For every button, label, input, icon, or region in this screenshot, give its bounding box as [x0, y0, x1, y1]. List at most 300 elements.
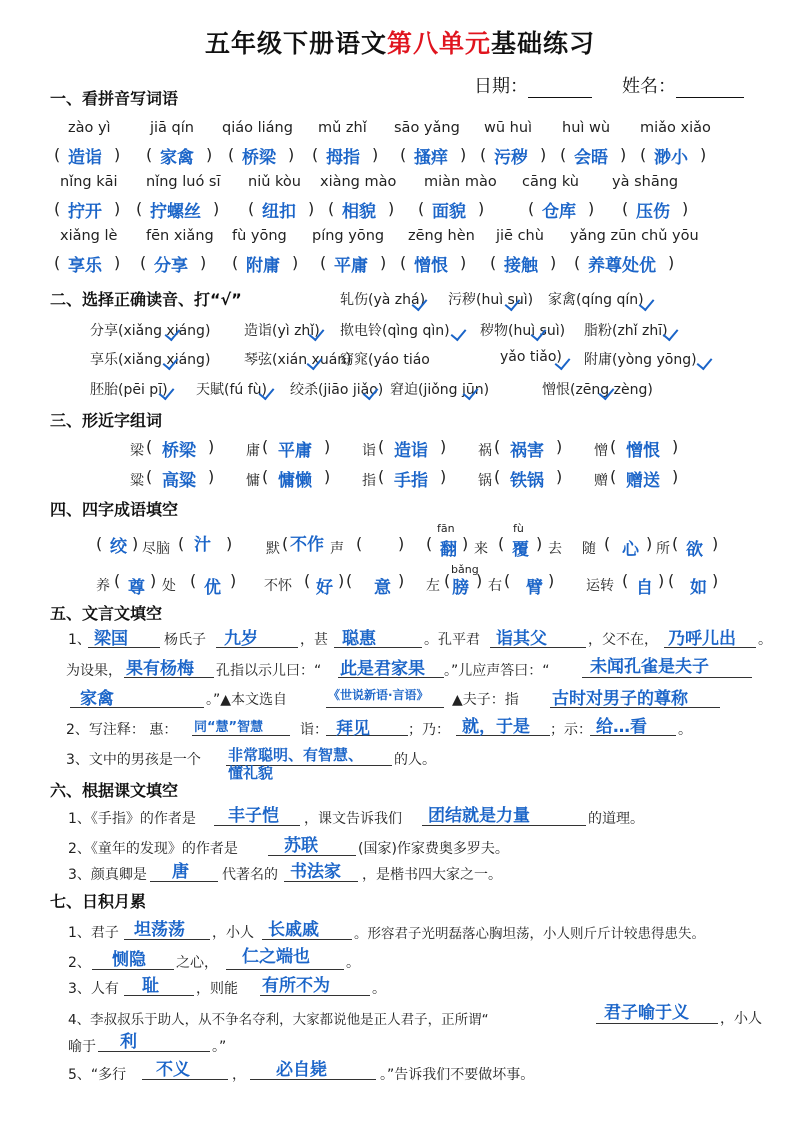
- text: ，甚: [300, 632, 328, 648]
- answer: 诣其父: [496, 629, 547, 649]
- text: 1、: [68, 632, 91, 648]
- text: 。: [346, 955, 360, 971]
- text: 3、文中的男孩是一个: [66, 752, 201, 768]
- paren: (: [672, 534, 679, 553]
- paren: (: [146, 145, 153, 164]
- answer: 仁之端也: [242, 947, 310, 967]
- text: 去: [548, 541, 562, 557]
- answer: 赠送: [626, 471, 660, 491]
- paren: (: [96, 534, 103, 553]
- similar-char: 诣: [362, 443, 376, 459]
- blank-underline: [98, 1050, 210, 1052]
- paren: (: [356, 534, 363, 553]
- pinyin: cāng kù: [522, 174, 580, 190]
- blank-underline: [326, 706, 444, 708]
- pinyin-fan: fān: [437, 522, 455, 535]
- paren: (: [498, 534, 505, 553]
- text: 运转: [586, 578, 614, 594]
- text: ；乃：: [408, 722, 450, 738]
- section-2-heading: 二、选择正确读音、打“√”: [50, 290, 242, 309]
- paren: ): [372, 145, 379, 164]
- section-1-heading: 一、看拼音写词语: [50, 89, 179, 108]
- text: 之心，: [176, 955, 218, 971]
- answer: 憎恨: [414, 256, 448, 276]
- paren: ): [548, 571, 555, 590]
- paren: (: [312, 145, 319, 164]
- answer: 欲: [686, 540, 703, 560]
- pinyin: fēn xiǎng: [146, 228, 214, 244]
- answer: 面貌: [432, 202, 466, 222]
- name-field: [622, 72, 744, 98]
- pinyin: xiàng mào: [320, 174, 397, 190]
- answer: 接触: [504, 256, 538, 276]
- answer: 平庸: [278, 441, 312, 461]
- text: 2、写注释： 惠：: [66, 722, 178, 738]
- text: 左: [426, 578, 440, 594]
- pinyin: xiǎng lè: [60, 228, 118, 244]
- answer: 覆: [512, 540, 529, 560]
- similar-char: 指: [362, 473, 376, 489]
- text: 3、颜真卿是: [68, 867, 147, 883]
- text: 五年级下册语文: [204, 29, 387, 58]
- answer: 如: [690, 578, 707, 598]
- paren: (: [494, 437, 501, 456]
- paren: (: [444, 571, 451, 590]
- paren: (: [54, 253, 61, 272]
- paren: ): [540, 145, 547, 164]
- text: 右: [488, 578, 502, 594]
- text: ，父不在，: [588, 632, 658, 648]
- reading-option: 秽物(huì suì): [480, 323, 566, 339]
- paren: ): [380, 253, 387, 272]
- paren: (: [560, 145, 567, 164]
- answer: 会晤: [574, 148, 608, 168]
- pinyin: fù yōng: [232, 228, 287, 244]
- answer: 利: [120, 1032, 137, 1052]
- answer: 高粱: [162, 471, 196, 491]
- paren: (: [426, 534, 433, 553]
- pinyin: jiē chù: [496, 228, 544, 244]
- reading-option: 憎恨(zēng zèng): [542, 382, 653, 398]
- paren: ): [288, 145, 295, 164]
- answer: 书法家: [290, 862, 341, 882]
- similar-char: 庸: [246, 443, 260, 459]
- paren: (: [54, 145, 61, 164]
- answer: 膀: [452, 578, 469, 598]
- paren: (: [622, 571, 629, 590]
- answer: 分享: [154, 256, 188, 276]
- answer: 非常聪明、有智慧、: [228, 746, 364, 764]
- answer: 坦荡荡: [134, 920, 185, 940]
- paren: (: [190, 571, 197, 590]
- paren: ): [700, 145, 707, 164]
- answer: 相貌: [342, 202, 376, 222]
- text: 。: [678, 722, 692, 738]
- pinyin: zēng hèn: [408, 228, 475, 244]
- pinyin: huì wù: [562, 120, 611, 136]
- paren: ): [200, 253, 207, 272]
- answer: 未闻孔雀是夫子: [590, 657, 709, 677]
- paren: (: [346, 571, 353, 590]
- blank-underline: [226, 968, 344, 970]
- paren: (: [490, 253, 497, 272]
- answer: 心: [622, 540, 639, 560]
- paren: (: [378, 467, 385, 486]
- pinyin: nǐng luó sī: [146, 174, 221, 190]
- text: ，是楷书四大家之一。: [362, 867, 502, 883]
- reading-option: 脂粉(zhǐ zhī): [584, 323, 668, 339]
- text: 处: [162, 578, 176, 594]
- paren: (: [136, 199, 143, 218]
- reading-option: 附庸(yòng yōng): [584, 352, 697, 368]
- paren: (: [610, 467, 617, 486]
- reading-option: 窈窕(yáo tiáo: [340, 352, 430, 368]
- answer: 纽扣: [262, 202, 296, 222]
- reading-option: 污秽(huì suì): [448, 292, 534, 308]
- paren: ): [398, 571, 405, 590]
- pinyin: zào yì: [68, 120, 111, 136]
- answer: 平庸: [334, 256, 368, 276]
- paren: ): [712, 534, 719, 553]
- text: 来: [474, 541, 488, 557]
- paren: ): [324, 437, 331, 456]
- paren: ): [440, 467, 447, 486]
- text: 姓名：: [622, 76, 676, 97]
- text: 5、“多行: [68, 1067, 127, 1083]
- check-mark-icon: [451, 325, 467, 342]
- check-mark-icon: [697, 354, 713, 371]
- pinyin: sāo yǎng: [394, 120, 460, 136]
- answer: 此是君家果: [340, 659, 425, 679]
- answer: 君子喻于义: [604, 1003, 689, 1023]
- answer: 造诣: [394, 441, 428, 461]
- section-3-heading: 三、形近字组词: [50, 411, 163, 430]
- paren: (: [604, 534, 611, 553]
- pinyin: miàn mào: [424, 174, 497, 190]
- paren: (: [114, 571, 121, 590]
- text: 为设果，: [66, 663, 122, 679]
- text: 孔指以示儿曰：“: [216, 663, 322, 679]
- paren: ): [398, 534, 405, 553]
- paren: ): [150, 571, 157, 590]
- text: 。”▲本文选自: [206, 692, 288, 708]
- paren: ): [672, 467, 679, 486]
- answer: 手指: [394, 471, 428, 491]
- pinyin: mǔ zhǐ: [318, 120, 367, 136]
- answer: 憎恨: [626, 441, 660, 461]
- answer: 长戚戚: [268, 920, 319, 940]
- similar-char: 祸: [478, 443, 492, 459]
- answer: 同“慧”智慧: [194, 720, 264, 735]
- paren: ): [588, 199, 595, 218]
- answer: 古时对男子的尊称: [552, 689, 688, 709]
- answer: 铁锅: [510, 471, 544, 491]
- answer: 梁国: [94, 629, 128, 649]
- paren: (: [400, 145, 407, 164]
- text: ，: [232, 1067, 246, 1083]
- section-4-heading: 四、四字成语填空: [50, 500, 179, 519]
- answer: 拧开: [68, 202, 102, 222]
- answer: 恻隐: [112, 950, 146, 970]
- text: 的人。: [394, 752, 436, 768]
- reading-option: 分享(xiǎng xiáng): [90, 323, 211, 339]
- paren: ): [550, 253, 557, 272]
- text: 。”告诉我们不要做坏事。: [380, 1067, 535, 1083]
- paren: ): [208, 437, 215, 456]
- pinyin: nǐng kāi: [60, 174, 118, 190]
- answer: 慵懒: [278, 471, 312, 491]
- answer: 好: [316, 578, 333, 598]
- answer: 唐: [172, 862, 189, 882]
- paren: (: [262, 467, 269, 486]
- paren: (: [574, 253, 581, 272]
- section-5-heading: 五、文言文填空: [50, 604, 163, 623]
- text: 诣：: [300, 722, 328, 738]
- similar-char: 慵: [246, 473, 260, 489]
- text: 第八单元: [386, 29, 491, 58]
- reading-option: 绞杀(jiāo jiǎo): [290, 382, 384, 398]
- answer: 拇指: [326, 148, 360, 168]
- text: 杨氏子: [164, 632, 206, 648]
- answer: 果有杨梅: [126, 659, 194, 679]
- answer: 家禽: [160, 148, 194, 168]
- similar-char: 赠: [594, 473, 608, 489]
- paren: (: [282, 534, 289, 553]
- answer: 丰子恺: [228, 806, 279, 826]
- paren: ): [536, 534, 543, 553]
- paren: ): [114, 199, 121, 218]
- answer: 苏联: [284, 836, 318, 856]
- paren: (: [504, 571, 511, 590]
- pinyin: jiā qín: [150, 120, 194, 136]
- paren: (: [378, 437, 385, 456]
- pinyin: yǎng zūn chǔ yōu: [570, 228, 699, 244]
- page-title: [0, 24, 800, 60]
- text: 喻于: [68, 1039, 96, 1055]
- paren: ): [556, 467, 563, 486]
- pinyin: yà shāng: [612, 174, 679, 190]
- answer: 汁: [194, 535, 211, 555]
- text: 默: [266, 541, 280, 557]
- answer: 给…看: [596, 717, 647, 737]
- paren: (: [140, 253, 147, 272]
- text: 4、李叔叔乐于助人，从不争名夺利，大家都说他是正人君子，正所谓“: [68, 1012, 489, 1028]
- text: 。孔平君: [424, 632, 480, 648]
- answer: 污秽: [494, 148, 528, 168]
- paren: (: [232, 253, 239, 272]
- answer: 桥梁: [242, 148, 276, 168]
- answer: 附庸: [246, 256, 280, 276]
- paren: (: [528, 199, 535, 218]
- paren: ): [440, 437, 447, 456]
- paren: ): [213, 199, 220, 218]
- text: 。”儿应声答曰：“: [444, 663, 550, 679]
- paren: ): [308, 199, 315, 218]
- answer: 意: [374, 578, 391, 598]
- answer: 绞: [110, 537, 127, 557]
- answer: 团结就是力量: [428, 806, 530, 826]
- paren: ): [230, 571, 237, 590]
- paren: ): [226, 534, 233, 553]
- reading-option: 家禽(qíng qín): [548, 292, 644, 308]
- text: 。”: [212, 1039, 227, 1055]
- paren: ): [712, 571, 719, 590]
- text: (国家)作家费奥多罗夫。: [358, 841, 509, 857]
- paren: (: [494, 467, 501, 486]
- paren: ): [114, 253, 121, 272]
- paren: (: [262, 437, 269, 456]
- text: 代著名的: [222, 867, 278, 883]
- paren: (: [668, 571, 675, 590]
- section-6-heading: 六、根据课文填空: [50, 781, 179, 800]
- reading-option: 揿电铃(qìng qìn): [340, 323, 450, 339]
- answer: 就，于是: [462, 717, 530, 737]
- paren: (: [248, 199, 255, 218]
- answer: 压伤: [636, 202, 670, 222]
- answer: 桥梁: [162, 441, 196, 461]
- text: 。: [372, 981, 386, 997]
- similar-char: 憎: [594, 443, 608, 459]
- paren: ): [462, 534, 469, 553]
- text: ，小人: [720, 1011, 762, 1027]
- text: 的道理。: [588, 811, 644, 827]
- reading-option: yǎo tiǎo): [500, 349, 562, 365]
- answer: 自: [636, 578, 653, 598]
- text: 。: [758, 632, 772, 648]
- paren: (: [622, 199, 629, 218]
- text: 1、君子: [68, 925, 119, 941]
- paren: ): [292, 253, 299, 272]
- paren: (: [178, 534, 185, 553]
- paren: (: [480, 145, 487, 164]
- pinyin: píng yōng: [312, 228, 385, 244]
- answer: 《世说新语·言语》: [328, 688, 429, 702]
- pinyin: qiáo liáng: [222, 120, 293, 136]
- answer: 渺小: [654, 148, 688, 168]
- paren: ): [338, 571, 345, 590]
- paren: ): [206, 145, 213, 164]
- paren: ): [114, 145, 121, 164]
- paren: (: [400, 253, 407, 272]
- paren: ): [672, 437, 679, 456]
- answer: 享乐: [68, 256, 102, 276]
- answer: 家禽: [80, 689, 114, 709]
- answer: 翻: [440, 540, 457, 560]
- answer: 不作: [290, 535, 324, 555]
- text: 2、《童年的发现》的作者是: [68, 841, 238, 857]
- text: 尽脑: [142, 541, 170, 557]
- paren: ): [132, 534, 139, 553]
- paren: ): [476, 571, 483, 590]
- paren: (: [328, 199, 335, 218]
- text: ，小人: [212, 925, 254, 941]
- pinyin: wū huì: [484, 120, 533, 136]
- paren: (: [146, 437, 153, 456]
- paren: ): [658, 571, 665, 590]
- paren: ): [556, 437, 563, 456]
- text: 。形容君子光明磊落心胸坦荡，小人则斤斤计较患得患失。: [354, 926, 705, 942]
- answer: 搔痒: [414, 148, 448, 168]
- text: ，则能: [196, 981, 238, 997]
- answer: 拧螺丝: [150, 202, 201, 222]
- paren: ): [324, 467, 331, 486]
- text: 声: [330, 541, 344, 557]
- pinyin-bang: bǎng: [451, 563, 479, 576]
- reading-option: 造诣(yì zhǐ): [244, 323, 320, 339]
- blank-underline: [124, 994, 194, 996]
- section-7-heading: 七、日积月累: [50, 892, 147, 911]
- reading-option: 窘迫(jiǒng jūn): [390, 382, 490, 398]
- answer: 乃呼儿出: [668, 629, 736, 649]
- paren: ): [208, 467, 215, 486]
- paren: (: [610, 437, 617, 456]
- paren: (: [54, 199, 61, 218]
- text: 日期：: [474, 76, 528, 97]
- pinyin: miǎo xiǎo: [640, 120, 711, 136]
- paren: ): [682, 199, 689, 218]
- paren: ): [388, 199, 395, 218]
- reading-option: 琴弦(xián xuán): [244, 352, 352, 368]
- text: ▲夫子：指: [452, 692, 519, 708]
- paren: ): [460, 145, 467, 164]
- similar-char: 粱: [130, 473, 144, 489]
- reading-option: 轧伤(yà zhá): [340, 292, 426, 308]
- answer: 九岁: [224, 629, 258, 649]
- similar-char: 锅: [478, 473, 492, 489]
- paren: ): [646, 534, 653, 553]
- answer: 聪惠: [342, 629, 376, 649]
- paren: (: [228, 145, 235, 164]
- paren: ): [460, 253, 467, 272]
- text: 不怀: [264, 578, 292, 594]
- paren: (: [418, 199, 425, 218]
- answer: 尊: [128, 578, 145, 598]
- reading-option: 天賦(fú fù): [196, 382, 267, 398]
- text: ，课文告诉我们: [304, 811, 402, 827]
- paren: (: [320, 253, 327, 272]
- paren: (: [146, 467, 153, 486]
- text: 养: [96, 578, 110, 594]
- text: 基础练习: [491, 29, 596, 58]
- answer: 优: [204, 578, 221, 598]
- paren: ): [620, 145, 627, 164]
- text: 随: [582, 541, 596, 557]
- date-field: [474, 72, 592, 98]
- text: 2、: [68, 955, 91, 971]
- paren: ): [668, 253, 675, 272]
- answer: 仓库: [542, 202, 576, 222]
- text: ；示：: [550, 722, 592, 738]
- similar-char: 梁: [130, 443, 144, 459]
- answer: 有所不为: [262, 976, 330, 996]
- reading-option: 胚胎(pēi pī): [90, 382, 168, 398]
- paren: ): [478, 199, 485, 218]
- paren: (: [304, 571, 311, 590]
- answer: 懂礼貌: [228, 764, 274, 782]
- pinyin: niǔ kòu: [248, 174, 301, 190]
- answer: 养尊处优: [588, 256, 656, 276]
- answer: 臂: [526, 578, 543, 598]
- text: 3、人有: [68, 981, 119, 997]
- text: 1、《手指》的作者是: [68, 811, 196, 827]
- text: 所: [656, 541, 670, 557]
- answer: 造诣: [68, 148, 102, 168]
- answer: 祸害: [510, 441, 544, 461]
- paren: (: [640, 145, 647, 164]
- answer: 不义: [156, 1060, 190, 1080]
- answer: 必自毙: [276, 1060, 327, 1080]
- reading-option: 享乐(xiǎng xiáng): [90, 352, 211, 368]
